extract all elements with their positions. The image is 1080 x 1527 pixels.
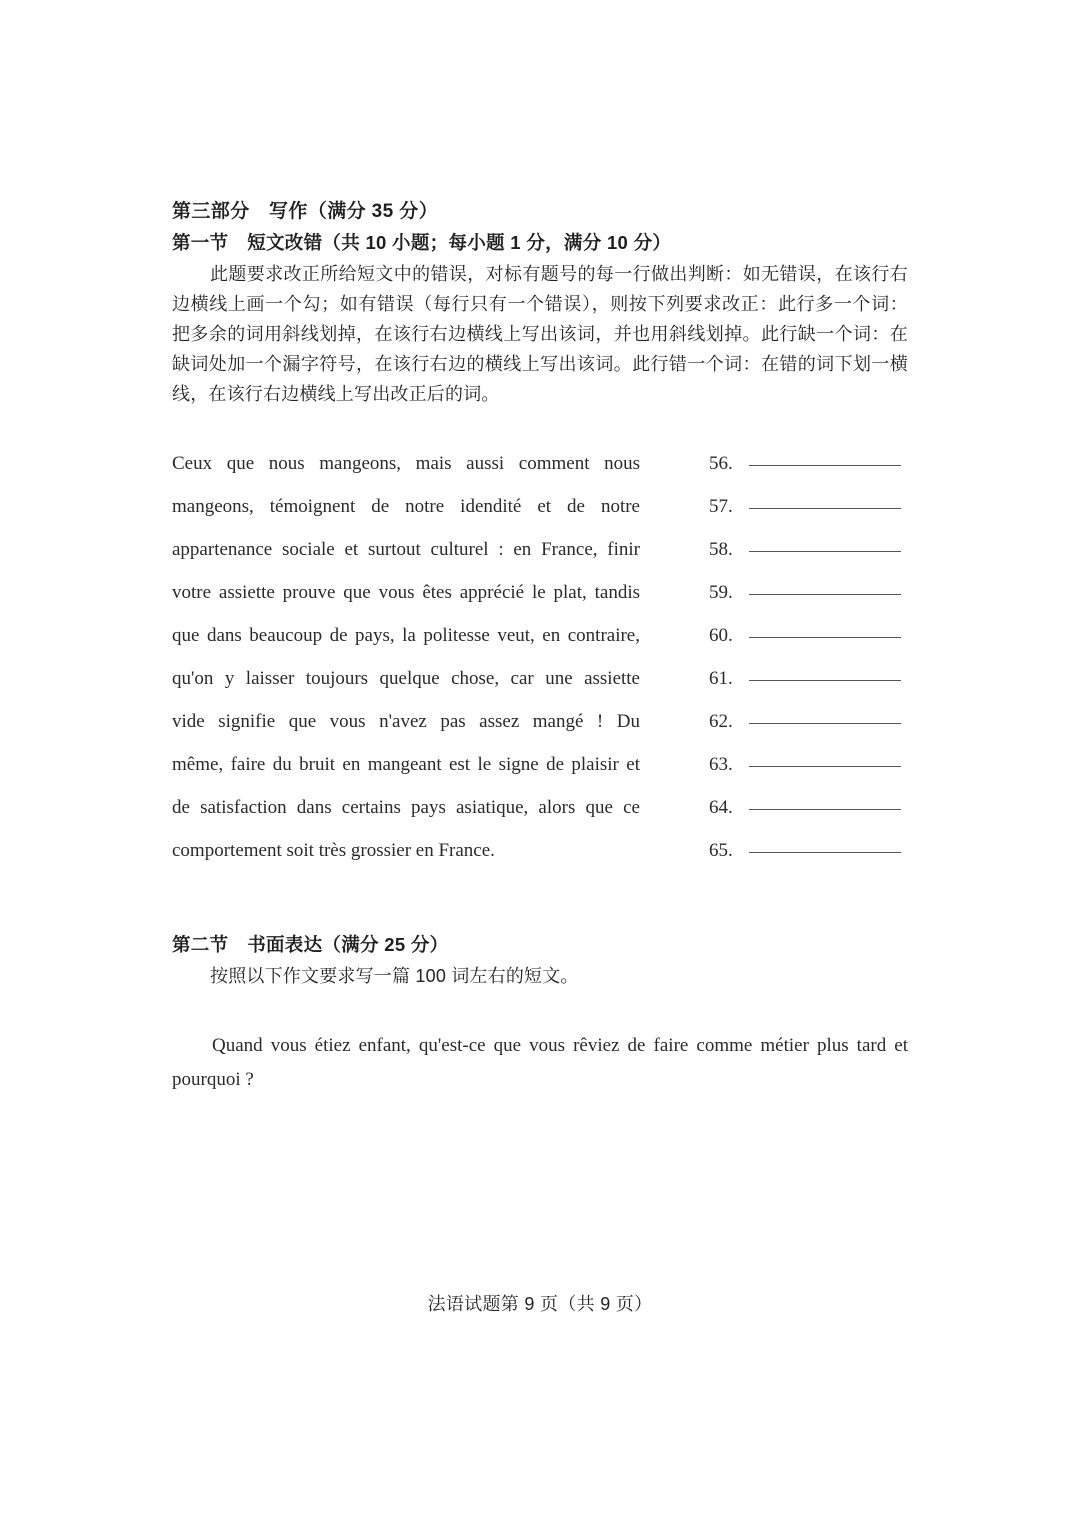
section-one-heading: 第一节 短文改错（共 10 小题；每小题 1 分，满分 10 分） (172, 232, 672, 253)
answer-blank-65[interactable] (749, 852, 901, 853)
answer-number: 56. (709, 453, 733, 474)
answer-number: 63. (709, 754, 733, 775)
answer-blank-60[interactable] (749, 637, 901, 638)
answer-cell (640, 539, 908, 561)
answer-blank-64[interactable] (749, 809, 901, 810)
answer-cell (640, 840, 908, 862)
proofreading-row (172, 668, 908, 711)
passage-line: qu'on y laisser toujours quelque chose, car une assiette (172, 668, 640, 689)
proofreading-row (172, 582, 908, 625)
answer-blank-56[interactable] (749, 465, 901, 466)
answer-number: 58. (709, 539, 733, 560)
answer-cell (640, 754, 908, 776)
answer-cell (640, 453, 908, 475)
answer-blank-58[interactable] (749, 551, 901, 552)
proofreading-row (172, 625, 908, 668)
answer-number: 57. (709, 496, 733, 517)
passage-line: mangeons, témoignent de notre idendité et de notre (172, 496, 640, 517)
answer-blank-62[interactable] (749, 723, 901, 724)
answer-cell (640, 582, 908, 604)
answer-cell (640, 496, 908, 518)
answer-number: 61. (709, 668, 733, 689)
page-content (172, 196, 908, 1116)
passage-line: même, faire du bruit en mangeant est le signe de plaisir et (172, 754, 640, 775)
writing-prompt: Quand vous étiez enfant, qu'est-ce que vous rêviez de faire comme métier plus tard et pourquoi ? (172, 1035, 908, 1090)
proofreading-row (172, 539, 908, 582)
part-heading: 第三部分 写作（满分 35 分） (172, 201, 439, 222)
answer-cell (640, 797, 908, 819)
passage-line: que dans beaucoup de pays, la politesse veut, en contraire, (172, 625, 640, 646)
answer-blank-57[interactable] (749, 508, 901, 509)
page-footer: 法语试题第 9 页（共 9 页） (427, 1294, 653, 1314)
answer-blank-61[interactable] (749, 680, 901, 681)
answer-blank-59[interactable] (749, 594, 901, 595)
passage-line: de satisfaction dans certains pays asiatique, alors que ce (172, 797, 640, 818)
answer-cell (640, 625, 908, 647)
passage-line: Ceux que nous mangeons, mais aussi comment nous (172, 453, 640, 474)
section-two-heading: 第二节 书面表达（满分 25 分） (172, 934, 449, 955)
proofreading-row (172, 754, 908, 797)
section-two (172, 931, 908, 1097)
answer-cell (640, 711, 908, 733)
proofreading-row (172, 453, 908, 496)
section-one-instruction: 此题要求改正所给短文中的错误，对标有题号的每一行做出判断：如无错误，在该行右边横线上画一个勾；如有错误（每行只有一个错误），则按下列要求改正：此行多一个词：把多余的词用斜线划掉，在该行右边横线上写出该词，并也用斜线划掉。此行缺一个词：在缺词处加一个漏字符号，在该行右边的横线上写出该词。此行错一个词：在错的词下划一横线，在该行右边横线上写出改正后的词。 (172, 264, 908, 404)
proofreading-row (172, 496, 908, 539)
proofreading-block (172, 453, 908, 883)
section-two-instruction: 按照以下作文要求写一篇 100 词左右的短文。 (210, 966, 579, 986)
answer-cell (640, 668, 908, 690)
proofreading-row (172, 711, 908, 754)
answer-number: 62. (709, 711, 733, 732)
answer-number: 59. (709, 582, 733, 603)
answer-number: 60. (709, 625, 733, 646)
answer-blank-63[interactable] (749, 766, 901, 767)
proofreading-row (172, 840, 908, 883)
passage-line: comportement soit très grossier en France. (172, 840, 495, 861)
answer-number: 64. (709, 797, 733, 818)
passage-line: vide signifie que vous n'avez pas assez mangé ! Du (172, 711, 640, 732)
answer-number: 65. (709, 840, 733, 861)
proofreading-row (172, 797, 908, 840)
passage-line: votre assiette prouve que vous êtes apprécié le plat, tandis (172, 582, 640, 603)
passage-line: appartenance sociale et surtout culturel : en France, finir (172, 539, 640, 560)
